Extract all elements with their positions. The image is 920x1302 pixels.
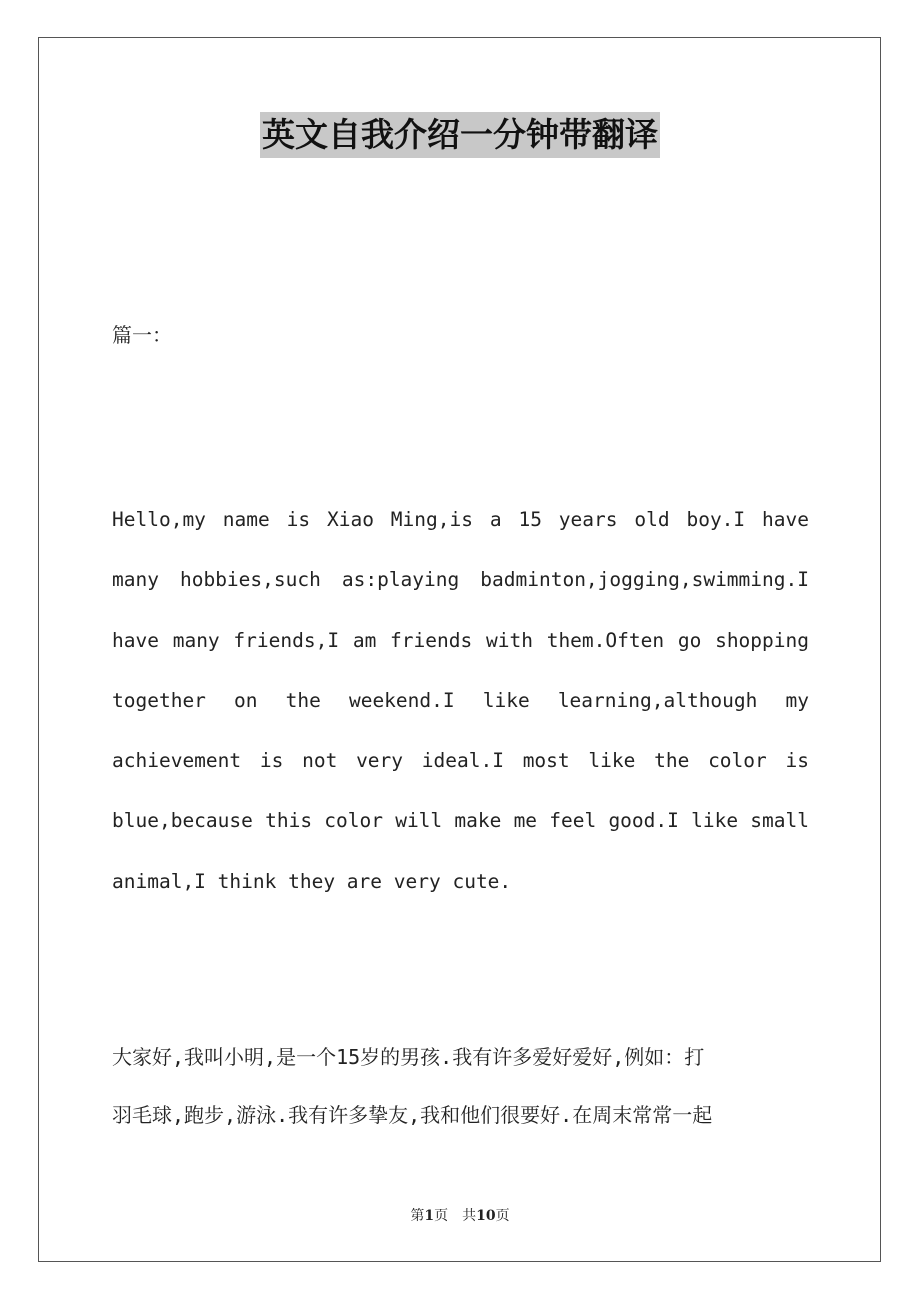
document-title: 英文自我介绍一分钟带翻译	[260, 112, 660, 158]
total-suffix: 页	[495, 1208, 510, 1224]
total-prefix: 共	[462, 1208, 477, 1224]
title-container	[0, 112, 920, 158]
page-prefix: 第	[410, 1208, 425, 1224]
section-label: 篇一：	[112, 323, 172, 347]
page-footer	[0, 1207, 920, 1225]
chinese-paragraph-line: 大家好,我叫小明,是一个15岁的男孩.我有许多爱好爱好,例如：打	[112, 1045, 705, 1069]
english-paragraph: Hello,my name is Xiao Ming,is a 15 years old boy.I have many hobbies,such as:playing badminton,jogging,swimming.I have many friends,I am friends with them.Often go shopping together on the weekend.I like learning,although my achievement is not very ideal.I most like the color is blue,because this color will make me feel good.I like small animal,I think they are very cute.	[112, 508, 809, 893]
page-suffix: 页	[434, 1208, 449, 1224]
chinese-paragraph	[112, 1028, 809, 1144]
chinese-paragraph-line: 羽毛球,跑步,游泳.我有许多挚友,我和他们很要好.在周末常常一起	[112, 1103, 713, 1127]
page-number: 1	[424, 1208, 435, 1224]
total-pages: 10	[476, 1208, 496, 1224]
